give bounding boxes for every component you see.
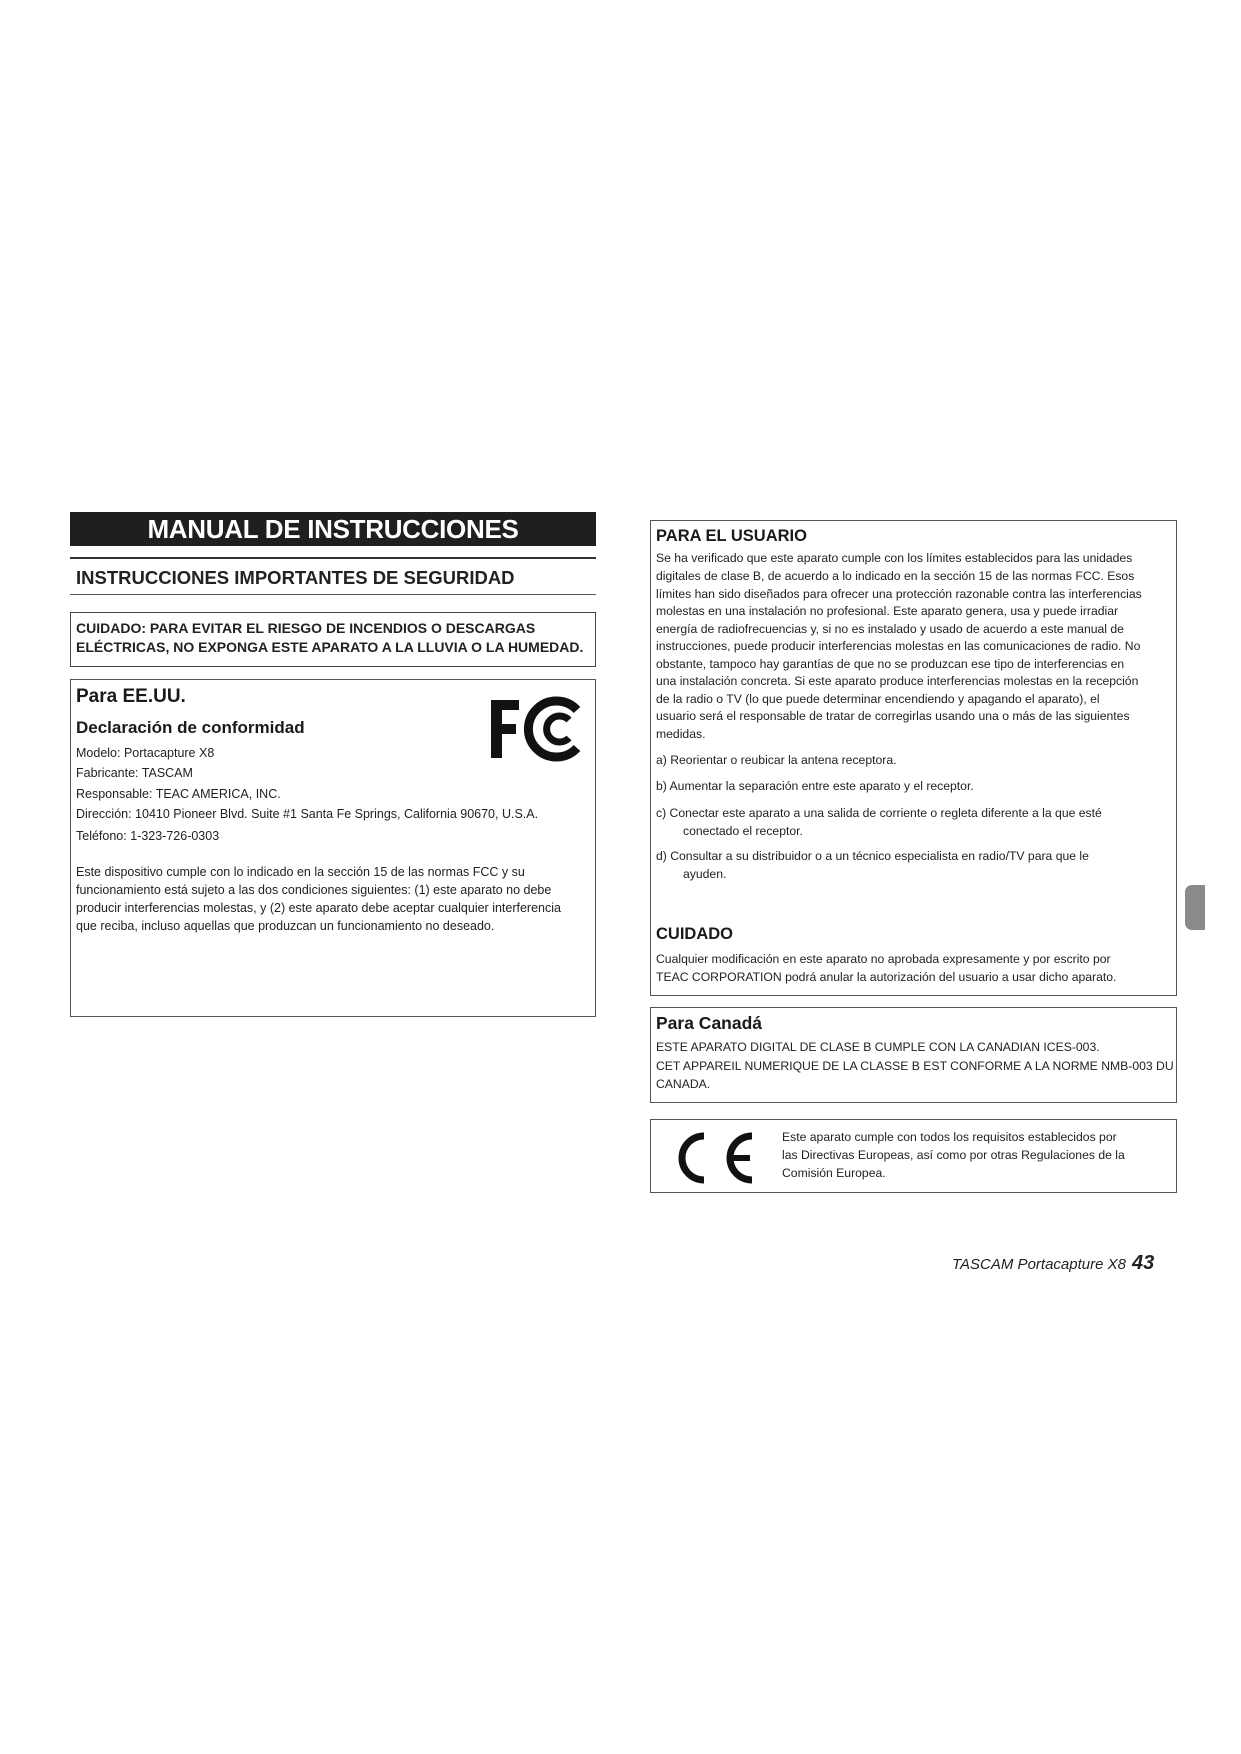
canada-line-2: CET APPAREIL NUMERIQUE DE LA CLASSE B EST CONFORME A LA NORME NMB-003 DU	[656, 1059, 1174, 1073]
fcc-logo-icon	[489, 696, 581, 762]
canada-box	[650, 1007, 1177, 1103]
conformity-subheading: Declaración de conformidad	[76, 718, 305, 737]
caution-text-line-1: Cualquier modificación en este aparato no aprobada expresamente y por escrito por	[656, 952, 1111, 966]
usa-conformity-box	[70, 679, 596, 1017]
user-body-line: energía de radiofrecuencias y, si no es instalado y usado de acuerdo a este manual de	[656, 622, 1124, 636]
caution-line-2: ELÉCTRICAS, NO EXPONGA ESTE APARATO A LA LLUVIA O LA HUMEDAD.	[76, 639, 584, 655]
ce-line-1: Este aparato cumple con todos los requisitos establecidos por	[782, 1130, 1117, 1144]
footer-brand: TASCAM Portacapture X8	[952, 1256, 1126, 1273]
ce-box	[650, 1119, 1177, 1193]
user-fcc-box	[650, 520, 1177, 996]
user-body-line: obstante, tampoco hay garantías de que no se produzcan ese tipo de interferencias en	[656, 657, 1125, 671]
address-line: Dirección: 10410 Pioneer Blvd. Suite #1 Santa Fe Springs, California 90670, U.S.A.	[76, 807, 539, 821]
phone-line: Teléfono: 1-323-726-0303	[76, 829, 220, 843]
user-body-line: de la radio o TV (lo que puede determinar encendiendo y apagando el aparato), el	[656, 692, 1100, 706]
user-body-line: medidas.	[656, 727, 706, 741]
measure-a: a) Reorientar o reubicar la antena receptora.	[656, 753, 897, 767]
compliance-line-1: Este dispositivo cumple con lo indicado en la sección 15 de las normas FCC y su	[76, 865, 525, 879]
compliance-line-4: que reciba, incluso aquellas que produzcan un funcionamiento no deseado.	[76, 919, 495, 933]
canada-heading: Para Canadá	[656, 1013, 763, 1033]
user-body-line: Se ha verificado que este aparato cumple con los límites establecidos para las unidades	[656, 551, 1133, 565]
fire-shock-caution-box	[70, 612, 596, 667]
caution-heading: CUIDADO	[656, 925, 733, 943]
user-body-line: molestas en una instalación no profesional. Este aparato genera, usa y puede irradiar	[656, 604, 1119, 618]
compliance-line-2: funcionamiento está sujeto a las dos condiciones siguientes: (1) este aparato no debe	[76, 883, 552, 897]
user-body-line: usuario será el responsable de tratar de corregirlas usando una o más de las siguientes	[656, 709, 1130, 723]
page-number: 43	[1131, 1252, 1155, 1274]
safety-heading: INSTRUCCIONES IMPORTANTES DE SEGURIDAD	[76, 567, 515, 588]
measure-c-cont: conectado el receptor.	[683, 824, 803, 838]
responsible-line: Responsable: TEAC AMERICA, INC.	[76, 787, 281, 801]
canada-line-3: CANADA.	[656, 1077, 711, 1091]
user-heading: PARA EL USUARIO	[656, 527, 807, 545]
page-footer	[952, 1252, 1154, 1275]
usa-heading: Para EE.UU.	[76, 686, 186, 707]
measure-c: c) Conectar este aparato a una salida de corriente o regleta diferente a la que esté	[656, 806, 1102, 820]
caution-line-1: CUIDADO: PARA EVITAR EL RIESGO DE INCENDIOS O DESCARGAS	[76, 620, 536, 636]
user-body-line: una instalación concreta. Si este aparato produce interferencias molestas en la recepción	[656, 674, 1139, 688]
manual-title: MANUAL DE INSTRUCCIONES	[70, 512, 596, 546]
model-line: Modelo: Portacapture X8	[76, 746, 215, 760]
user-body-line: límites han sido diseñados para ofrecer una protección razonable contra las interferencias	[656, 587, 1142, 601]
measure-d-cont: ayuden.	[683, 867, 727, 881]
safety-heading-bar	[70, 557, 596, 595]
canada-line-1: ESTE APARATO DIGITAL DE CLASE B CUMPLE CON LA CANADIAN ICES-003.	[656, 1040, 1100, 1054]
section-thumb-tab	[1185, 885, 1205, 930]
user-body-line: digitales de clase B, de acuerdo a lo indicado en la sección 15 de las normas FCC. Esos	[656, 569, 1135, 583]
ce-line-2: las Directivas Europeas, así como por otras Regulaciones de la	[782, 1148, 1125, 1162]
compliance-line-3: producir interferencias molestas, y (2) este aparato debe aceptar cualquier interferencia	[76, 901, 561, 915]
user-body-line: instrucciones, puede producir interferencias molestas en las comunicaciones de radio. No	[656, 639, 1141, 653]
ce-mark-logo-icon	[668, 1130, 756, 1186]
caution-text-line-2: TEAC CORPORATION podrá anular la autorización del usuario a usar dicho aparato.	[656, 970, 1117, 984]
ce-line-3: Comisión Europea.	[782, 1166, 886, 1180]
measure-d: d) Consultar a su distribuidor o a un técnico especialista en radio/TV para que le	[656, 849, 1089, 863]
measure-b: b) Aumentar la separación entre este aparato y el receptor.	[656, 779, 974, 793]
manufacturer-line: Fabricante: TASCAM	[76, 766, 193, 780]
